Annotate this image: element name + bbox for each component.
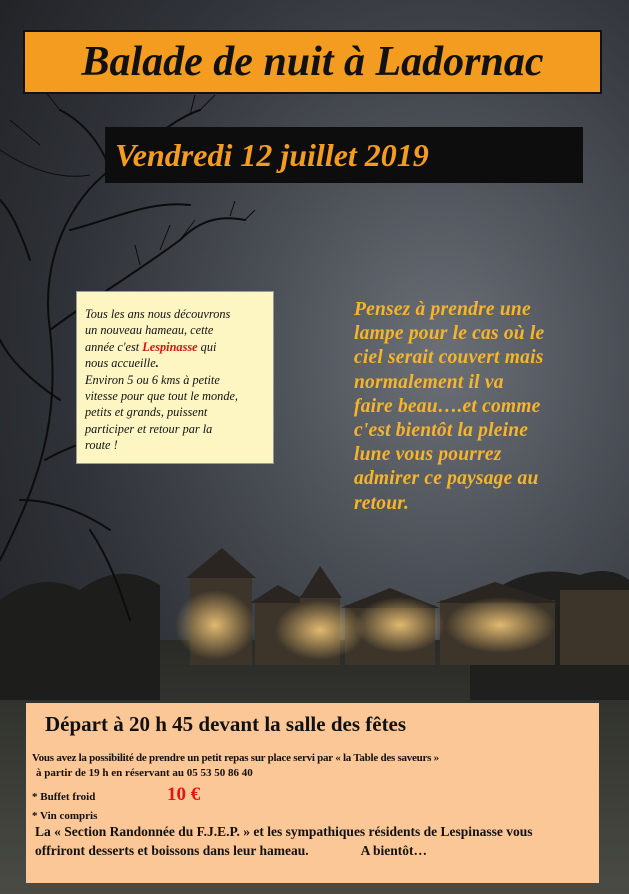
info-line <box>85 339 267 355</box>
info-line: Environ 5 ou 6 kms à petite <box>85 372 220 387</box>
lamp-line: Pensez à prendre une <box>354 299 531 320</box>
closing-line <box>35 841 532 860</box>
info-text: qui <box>197 339 217 354</box>
closing-line: La « Section Randonnée du F.J.E.P. » et les sympathiques résidents de Lespinasse vous <box>35 824 533 839</box>
lamp-line: normalement il va <box>354 371 504 393</box>
wine-item: * Vin compris <box>32 810 98 822</box>
place-name: Lespinasse <box>142 339 198 354</box>
reservation-info: à partir de 19 h en réservant au 05 53 50 86 40 <box>36 767 253 779</box>
info-line: Tous les ans nous découvrons <box>85 307 231 321</box>
lamp-reminder <box>354 298 604 516</box>
meal-info: Vous avez la possibilité de prendre un petit repas sur place servi par « la Table des saveurs » <box>32 752 439 764</box>
price: 10 € <box>167 784 201 805</box>
lamp-line: c'est bientôt la pleine <box>354 420 529 442</box>
departure-info: Départ à 20 h 45 devant la salle des fêtes <box>45 712 407 736</box>
info-text: nous accueille <box>85 356 156 371</box>
info-line: participer et retour par la <box>85 421 213 436</box>
title-banner <box>23 30 602 94</box>
details-panel <box>26 703 599 883</box>
closing-text: offriront desserts et boissons dans leur hameau. <box>35 843 309 858</box>
info-line: petits et grands, puissent <box>85 405 208 420</box>
info-line <box>85 355 267 371</box>
buffet-item: * Buffet froid <box>32 791 96 803</box>
info-line: un nouveau hameau, cette <box>85 323 214 338</box>
lamp-line: admirer ce paysage au <box>354 468 539 490</box>
event-title: Balade de nuit à Ladornac <box>81 39 544 85</box>
closing-message <box>35 822 532 860</box>
lamp-line: lampe pour le cas où le <box>354 323 545 345</box>
lamp-line: ciel serait couvert mais <box>354 347 544 369</box>
date-banner <box>105 127 583 183</box>
event-date: Vendredi 12 juillet 2019 <box>115 136 429 173</box>
lamp-line: lune vous pourrez <box>354 444 502 466</box>
info-note <box>76 291 274 464</box>
farewell: A bientôt… <box>360 843 428 858</box>
info-text: . <box>155 356 159 371</box>
info-line: vitesse pour que tout le monde, <box>85 389 238 404</box>
lamp-line: retour. <box>354 492 410 514</box>
info-text: année c'est <box>85 339 143 354</box>
lamp-line: faire beau….et comme <box>354 395 541 417</box>
info-line: route ! <box>85 438 118 453</box>
